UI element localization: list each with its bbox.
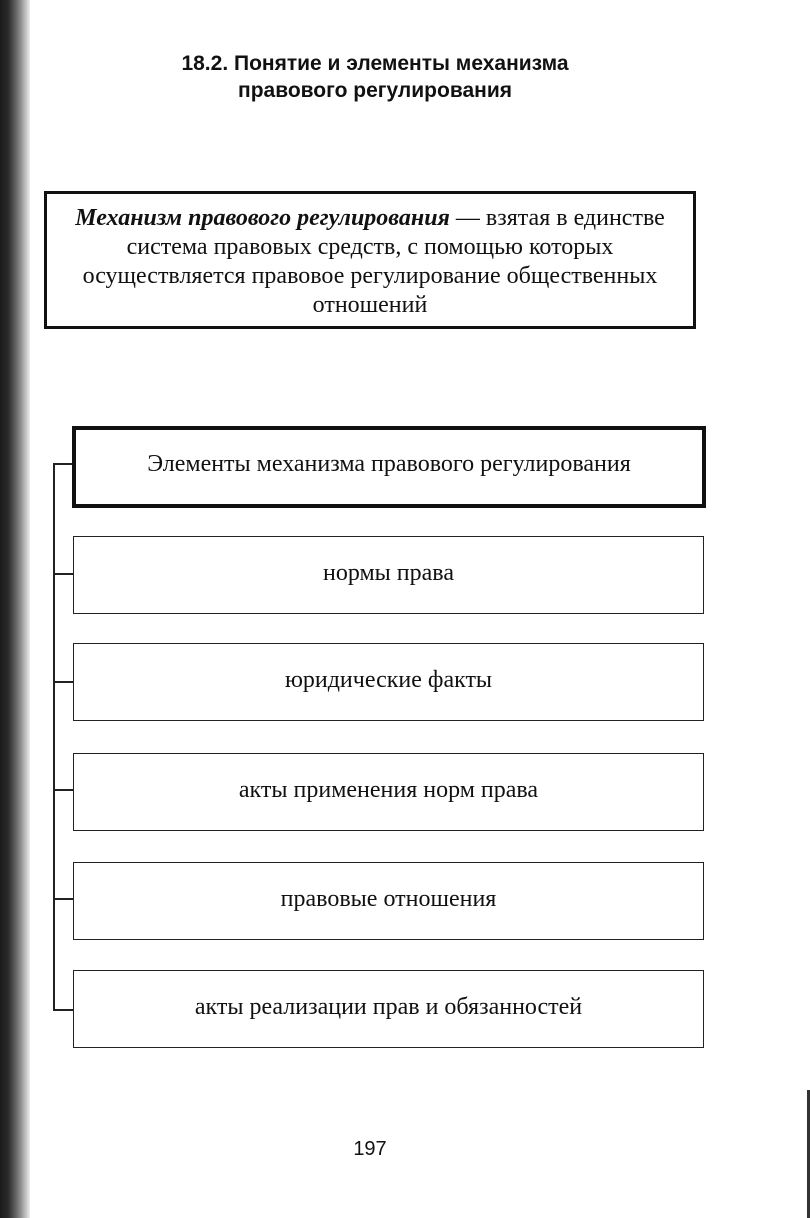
element-box-realization-acts	[73, 970, 704, 1048]
connector-tick-header	[53, 463, 73, 465]
element-label: нормы права	[323, 559, 454, 586]
diagram-connector-line	[53, 463, 55, 1011]
section-heading	[90, 50, 660, 104]
section-heading-line-1: 18.2. Понятие и элементы механизма	[181, 52, 569, 75]
connector-tick-5	[53, 1009, 73, 1011]
connector-tick-1	[53, 573, 73, 575]
elements-header-label: Элементы механизма правового регулирования	[147, 450, 631, 477]
scan-binding-edge	[0, 0, 30, 1218]
definition-text: — взятая в единстве система правовых средств, с помощью которых осуществляется правовое регулирование общественных отношений	[82, 205, 665, 318]
section-heading-line-2: правового регулирования	[238, 79, 512, 102]
element-label: юридические факты	[284, 666, 493, 693]
elements-header-box	[72, 426, 706, 508]
definition-box	[44, 191, 696, 329]
element-label: правовые отношения	[280, 885, 497, 912]
element-label: акты реализации прав и обязанностей	[194, 993, 583, 1020]
connector-tick-3	[53, 789, 73, 791]
element-box-legal-norms	[73, 536, 704, 614]
element-box-application-acts	[73, 753, 704, 831]
page-number: 197	[353, 1138, 387, 1160]
connector-tick-2	[53, 681, 73, 683]
element-label: акты применения норм права	[238, 776, 539, 803]
definition-term: Механизм правового регулирования	[75, 205, 450, 231]
element-box-legal-relations	[73, 862, 704, 940]
connector-tick-4	[53, 898, 73, 900]
element-box-legal-facts	[73, 643, 704, 721]
